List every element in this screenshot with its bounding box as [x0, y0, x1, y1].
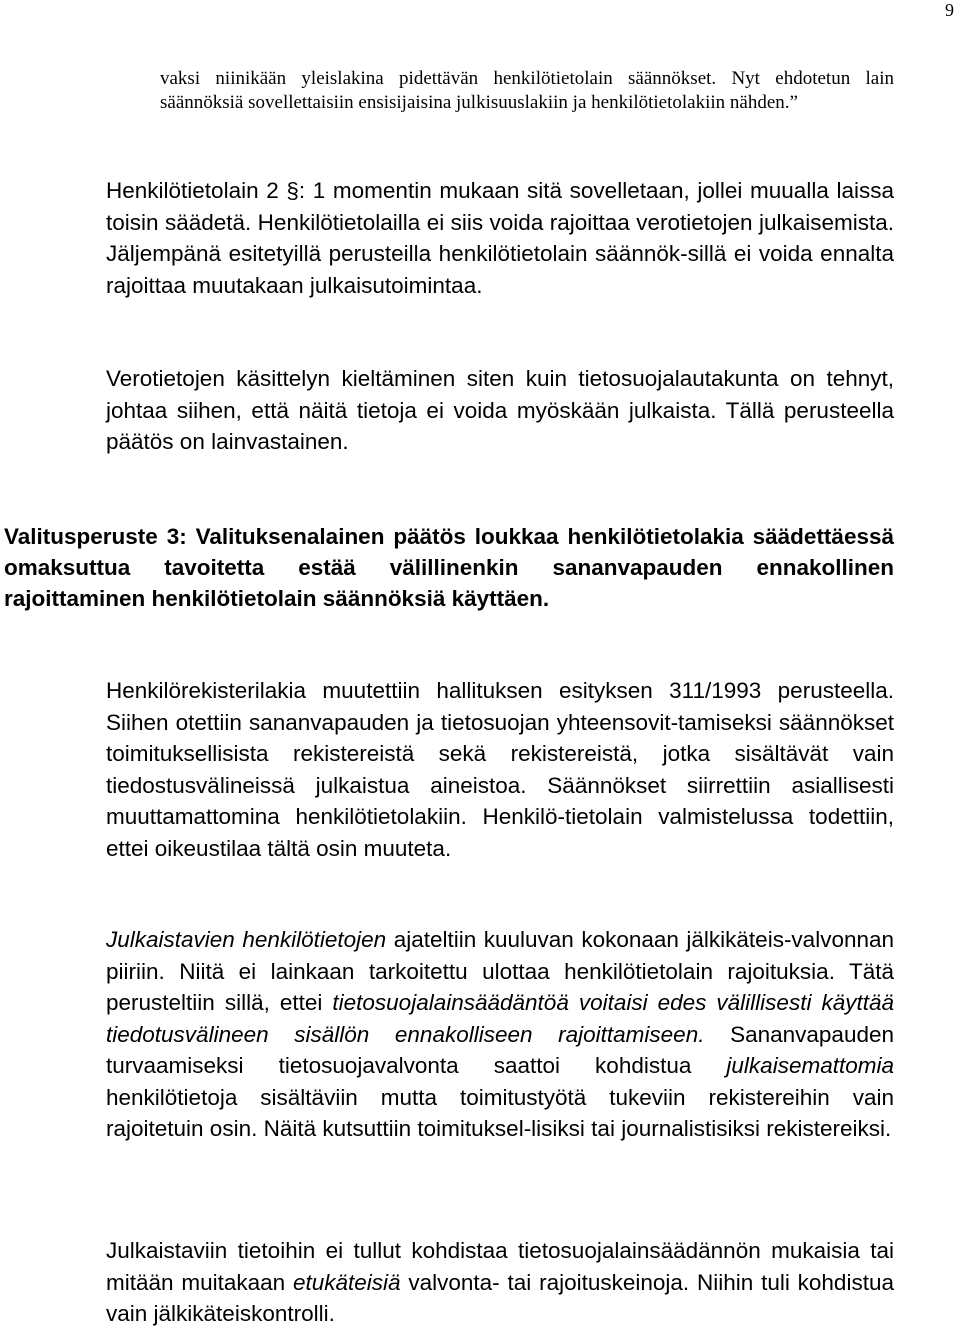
page-number: 9 [945, 0, 954, 20]
text-segment: valvonta- tai rajoituskeinoja. Niihin tuli kohdistua vain jälkikäteiskontrolli. [106, 1269, 894, 1326]
text-segment: ajateltiin kuuluvan kokonaan jälkikäteis-valvonnan piiriin. Niitä ei lainkaan tarkoitettu ulottaa henkilötietolain rajoituksia. Tätä perusteltiin sillä, ettei [106, 927, 895, 1015]
italic-phrase: julkaisemattomia [726, 1053, 894, 1078]
italic-phrase: tietosuojalainsäädäntöä voitaisi edes välillisesti käyttää tiedotusvälineen sisällön ennakolliseen rajoittamiseen. [106, 990, 894, 1047]
paragraph-published-data [106, 924, 894, 1145]
paragraph-post-control [106, 1235, 894, 1330]
text-segment: henkilötietoja sisältäviin mutta toimitustyötä tukeviin rekistereihin vain rajoitetuin osin. Näitä kutsuttiin toimituksel-lisiksi tai journalistisiksi rekistereiksi. [106, 1084, 894, 1141]
text-segment: Julkaistaviin tietoihin ei tullut kohdistaa tietosuojalainsäädännön mukaisia tai mitään muitakaan [106, 1238, 894, 1295]
appeal-ground-3-heading: Valitusperuste 3: Valituksenalainen päätös loukkaa henkilötietolakia säädettäessä omaksuttua tavoitetta estää välillinenkin sananvapauden ennakollinen rajoittaminen henkilötietolain säännöksiä käyttäen. [4, 524, 894, 611]
text-segment: Sananvapauden turvaamiseksi tietosuojavalvonta saattoi kohdistua [106, 1021, 894, 1078]
paragraph-register-act: Henkilörekisterilakia muutettiin hallituksen esityksen 311/1993 perusteella. Siihen otettiin sananvapauden ja tietosuojan yhteensovit-tamiseksi säännökset toimituksellisista rekistereistä sekä rekistereistä, jotka sisältävät vain tiedostusvälineissä julkaistua aineistoa. Säännökset siirrettiin asiallisesti muuttamattomina henkilötietolakiin. Henkilö-tietolain valmistelussa todettiin, ettei oikeustilaa tältä osin muuteta. [106, 678, 894, 861]
paragraph-tax-data-processing: Verotietojen käsittelyn kieltäminen siten kuin tietosuojalautakunta on tehnyt, johtaa siihen, että näitä tietoja ei voida myöskään julkaista. Tällä perusteella päätös on lainvastainen. [106, 366, 894, 454]
italic-phrase: etukäteisiä [292, 1269, 401, 1295]
italic-phrase: Julkaistavien henkilötietojen [106, 927, 387, 952]
quoted-legislative-text: vaksi niinikään yleislakina pidettävän henkilötietolain säännökset. Nyt ehdotetun lain säännöksiä sovellettaisiin ensisijaisina julkisuuslakiin ja henkilötietolakiin nähden.” [160, 68, 894, 113]
paragraph-personal-data-act: Henkilötietolain 2 §: 1 momentin mukaan sitä sovelletaan, jollei muualla laissa toisin säädetä. Henkilötietolailla ei siis voida rajoittaa verotietojen julkaisemista. Jäljempänä esitetyillä perusteilla henkilötietolain säännök-sillä ei voida ennalta rajoittaa muutakaan julkaisutoimintaa. [106, 178, 894, 298]
